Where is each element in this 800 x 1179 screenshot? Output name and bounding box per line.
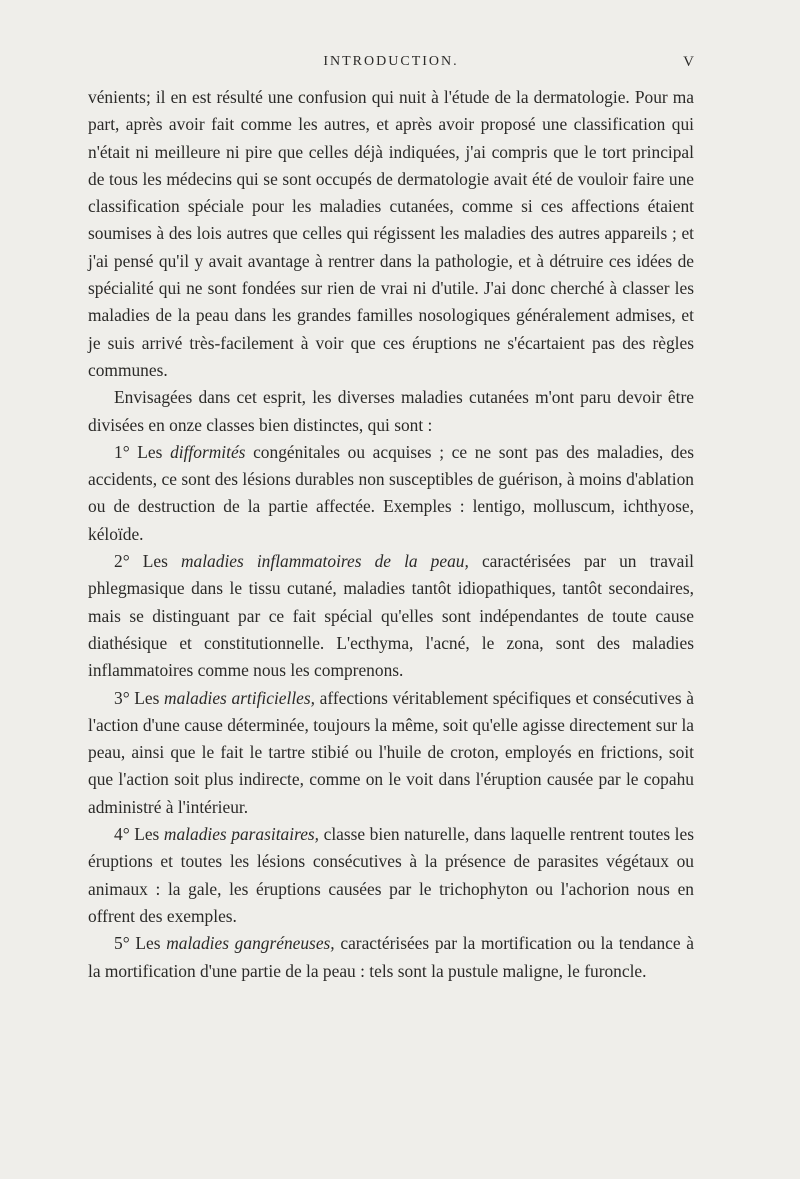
item-term: difformités — [170, 441, 246, 462]
item-lead: Les — [137, 441, 163, 462]
page-number: V — [683, 54, 694, 70]
list-item-4 — [88, 821, 694, 930]
item-lead: Les — [135, 933, 161, 954]
running-head — [88, 54, 694, 74]
paragraph-continuation: vénients; il en est résulté une confusion qui nuit à l'étude de la dermatologie. Pour ma part, après avoir fait comme les autres, et après avoir proposé une classification qui n'était ni meilleure ni pire que celles déjà indiquées, j'ai compris que le tort principal de tous les médecins qui se sont occupés de dermatologie avait été de vouloir faire une classification spéciale pour les maladies cutanées, comme si ces affections étaient soumises à des lois autres que celles qui régissent les maladies des autres appareils ; et j'ai pensé qu'il y avait avantage à rentrer dans la pathologie, et à détruire ces idées de spécialité qui ne sont fondées sur rien de vrai ni d'utile. J'ai donc cherché à classer les maladies de la peau dans les grandes familles nosologiques généralement admises, et je suis arrivé très-facilement à voir que ces éruptions ne s'écartaient pas des règles communes. — [88, 87, 694, 380]
item-text: congénitales ou acquises ; ce ne sont pas des maladies, des accidents, ce sont des lésions durables non susceptibles de guérison, à moins d'ablation ou de destruction de la partie affectée. Exemples : lentigo, molluscum, ichthyose, kéloïde. — [88, 441, 694, 544]
item-term: maladies gangréneuses, — [166, 933, 335, 954]
running-title: INTRODUCTION. — [323, 54, 459, 69]
item-term: maladies parasitaires, — [163, 824, 320, 845]
list-item-5 — [88, 930, 694, 985]
item-lead: Les — [142, 551, 168, 572]
item-lead: Les — [134, 824, 160, 845]
item-text: affections véritablement spécifiques et consécutives à l'action d'une cause déterminée, toujours la même, soit qu'elle agisse directement sur la peau, ainsi que le fait le tartre stibié ou l'huile de croton, employés en frictions, soit que l'action soit plus indirecte, comme on le voit dans l'éruption causée par le copahu administré à l'intérieur. — [88, 687, 694, 817]
item-number: 5° — [114, 933, 130, 954]
item-lead: Les — [134, 687, 160, 708]
item-number: 4° — [114, 824, 130, 845]
list-item-2 — [88, 548, 694, 684]
paragraph-intro: Envisagées dans cet esprit, les diverses maladies cutanées m'ont paru devoir être divisées en onze classes bien distinctes, qui sont : — [88, 387, 694, 435]
list-item-1 — [88, 439, 694, 548]
list-item-3 — [88, 685, 694, 821]
body-text — [88, 84, 694, 985]
item-text: caractérisées par la mortification ou la tendance à la mortification d'une partie de la peau : tels sont la pustule maligne, le furoncle. — [88, 933, 695, 981]
item-number: 1° — [114, 441, 130, 462]
item-text: classe bien naturelle, dans laquelle rentrent toutes les éruptions et toutes les lésions consécutives à la présence de parasites végétaux ou animaux : la gale, les éruptions causées par le trichophyton ou l'achorion nous en offrent des exemples. — [88, 824, 694, 926]
item-text: caractérisées par un travail phlegmasique dans le tissu cutané, maladies tantôt idiopathiques, tantôt secondaires, mais se distinguant par ce fait spécial qu'elles sont indépendantes de toute cause diathésique et constitutionnelle. L'ecthyma, l'acné, le zona, sont des maladies inflammatoires comme nous les comprenons. — [88, 551, 695, 681]
item-number: 2° — [114, 551, 130, 572]
item-term: maladies artificielles, — [164, 687, 316, 708]
item-term: maladies inflammatoires de la peau, — [180, 551, 469, 572]
item-number: 3° — [114, 687, 130, 708]
